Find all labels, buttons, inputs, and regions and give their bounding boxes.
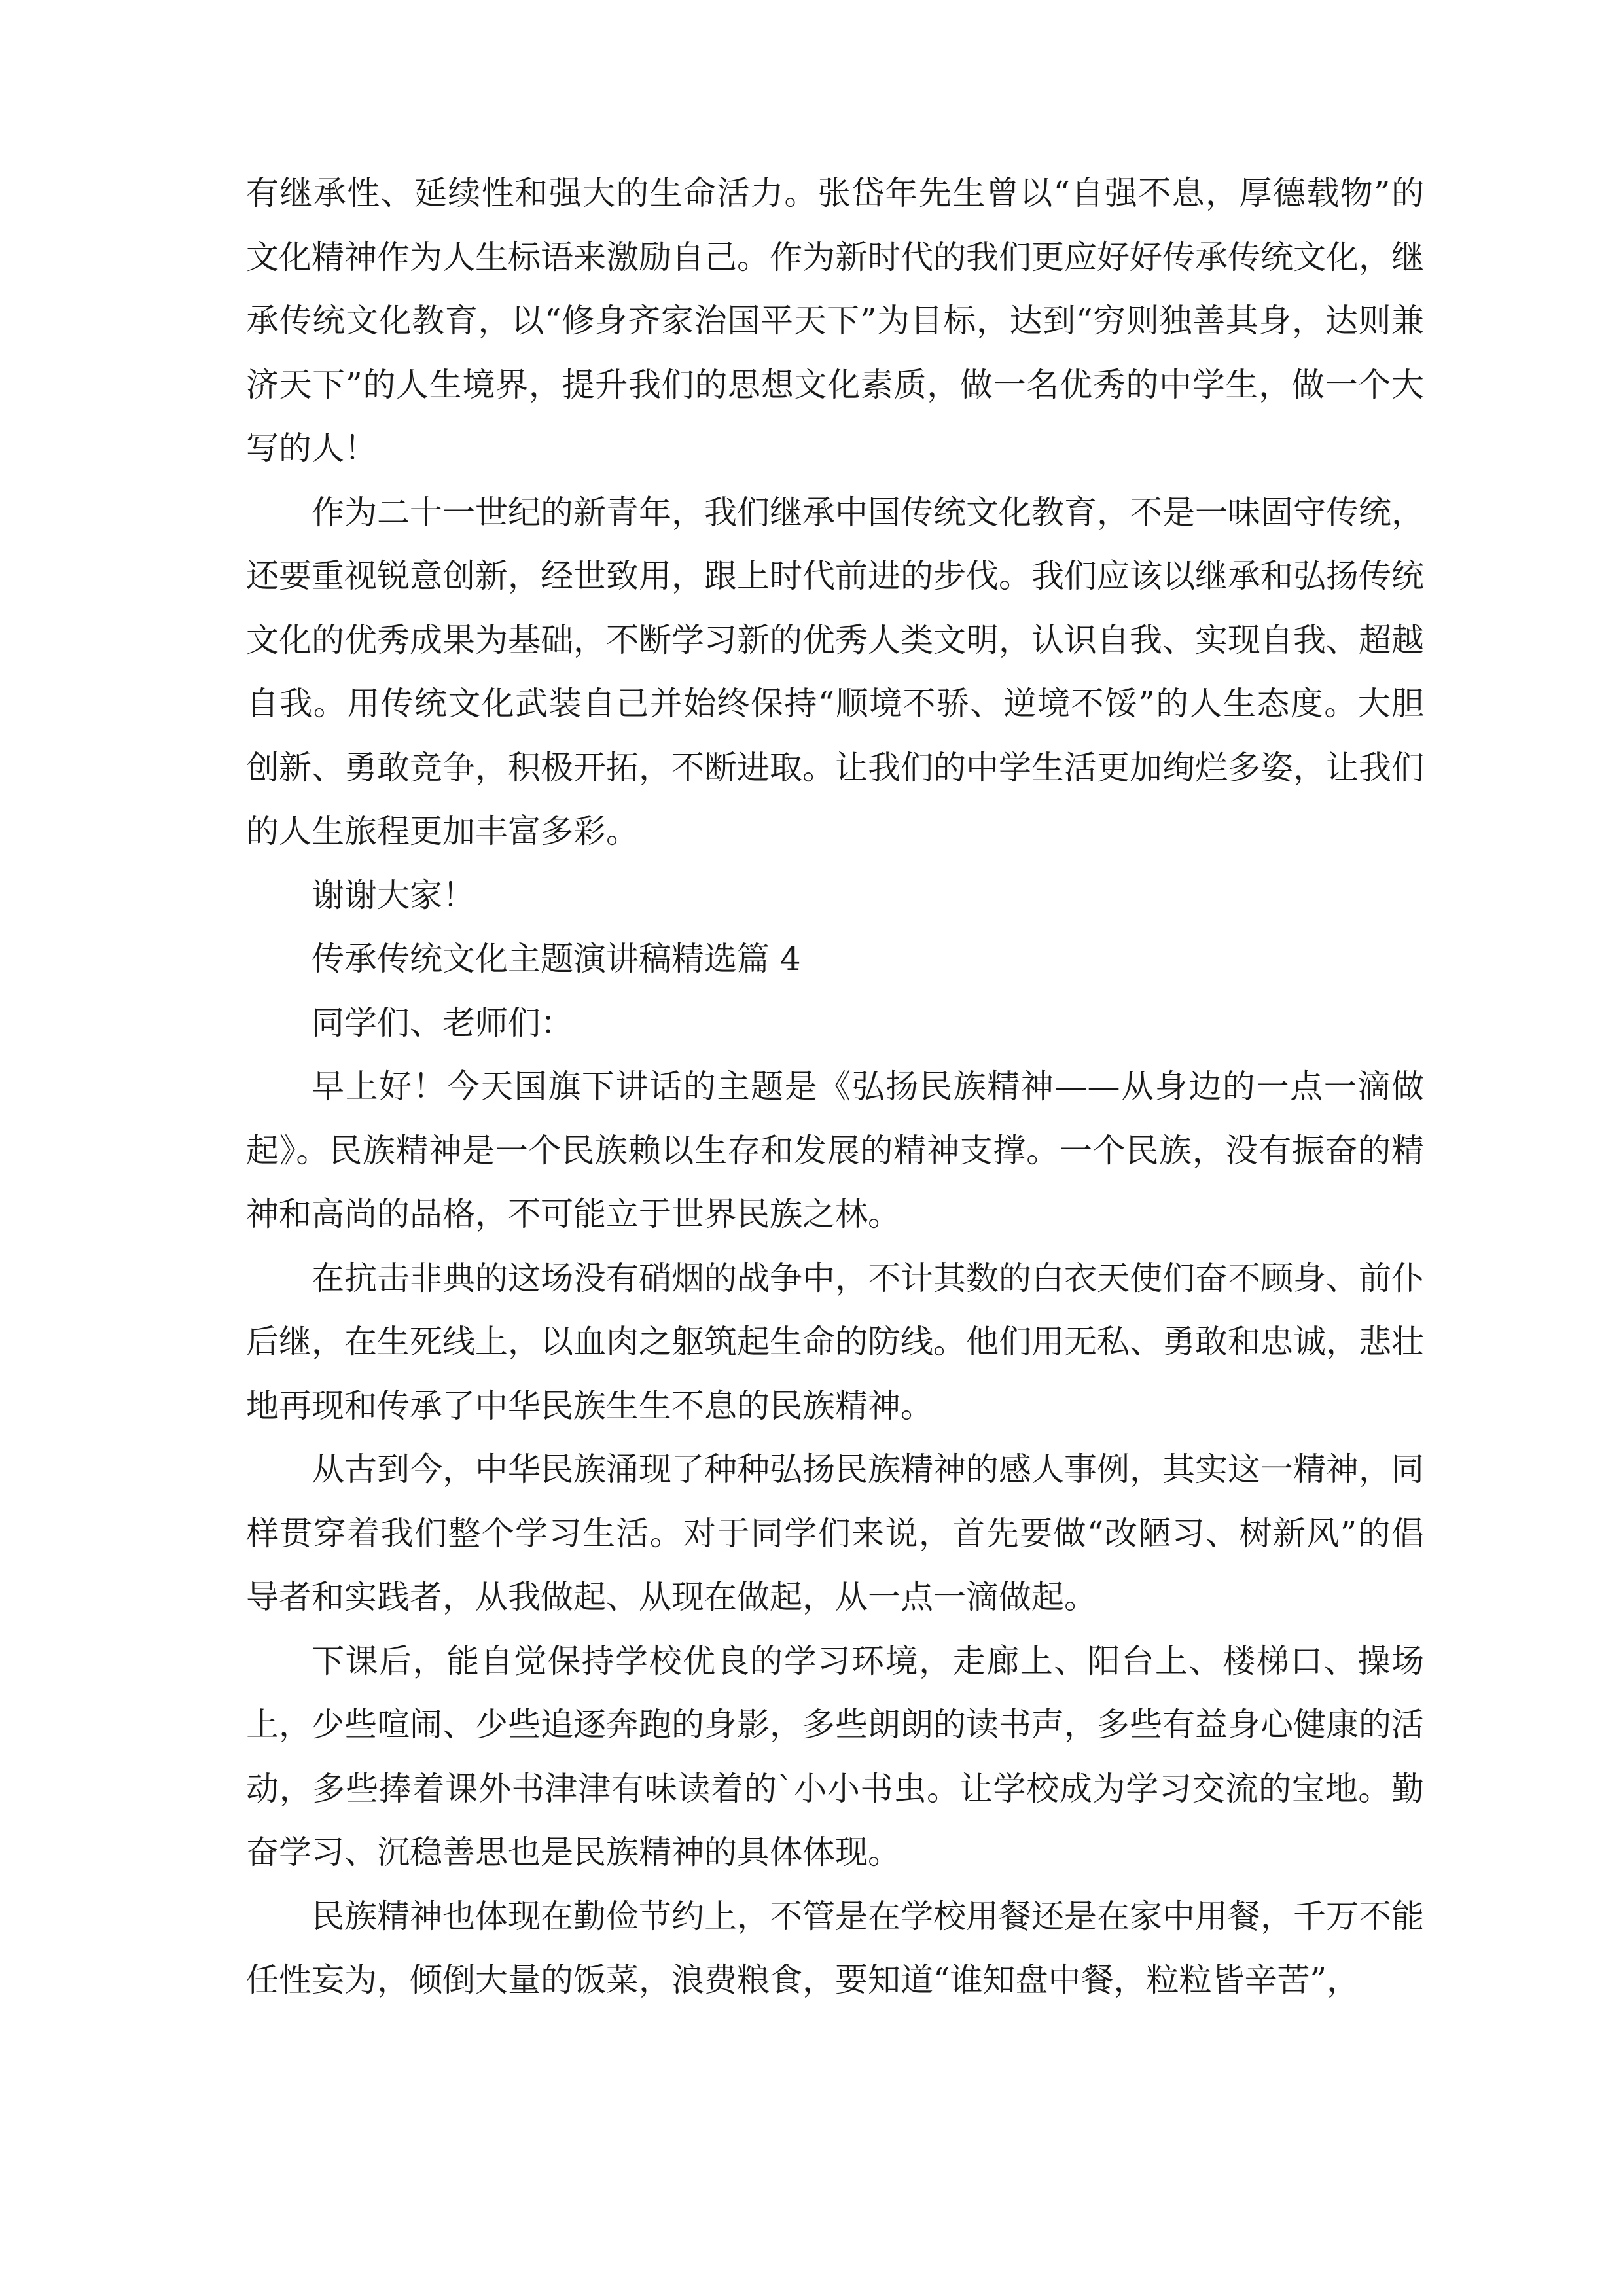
paragraph: 早上好！今天国旗下讲话的主题是《弘扬民族精神——从身边的一点一滴做起》。民族精神是一个民族赖以生存和发展的精神支撑。一个民族，没有振奋的精神和高尚的品格，不可能立于世界民族之林。	[246, 1067, 1424, 1233]
salutation: 同学们、老师们：	[312, 1003, 573, 1042]
paragraph: 作为二十一世纪的新青年，我们继承中国传统文化教育，不是一味固守传统，还要重视锐意创新，经世致用，跟上时代前进的步伐。我们应该以继承和弘扬传统文化的优秀成果为基础，不断学习新的优秀人类文明，认识自我、实现自我、超越自我。用传统文化武装自己并始终保持“顺境不骄、逆境不馁”的人生态度。大胆创新、勇敢竞争，积极开拓，不断进取。让我们的中学生活更加绚烂多姿，让我们的人生旅程更加丰富多彩。	[246, 493, 1424, 850]
paragraph: 下课后，能自觉保持学校优良的学习环境，走廊上、阳台上、楼梯口、操场上，少些喧闹、少些追逐奔跑的身影，多些朗朗的读书声，多些有益身心健康的活动，多些捧着课外书津津有味读着的`小小书虫。让学校成为学习交流的宝地。勤奋学习、沉稳善思也是民族精神的具体体现。	[246, 1641, 1424, 1871]
paragraph: 在抗击非典的这场没有硝烟的战争中，不计其数的白衣天使们奋不顾身、前仆后继，在生死线上，以血肉之躯筑起生命的防线。他们用无私、勇敢和忠诚，悲壮地再现和传承了中华民族生生不息的民族精神。	[246, 1259, 1424, 1425]
paragraph: 从古到今，中华民族涌现了种种弘扬民族精神的感人事例，其实这一精神，同样贯穿着我们整个学习生活。对于同学们来说，首先要做“改陋习、树新风”的倡导者和实践者，从我做起、从现在做起，从一点一滴做起。	[246, 1450, 1424, 1616]
paragraph: 有继承性、延续性和强大的生命活力。张岱年先生曾以“自强不息，厚德载物”的文化精神作为人生标语来激励自己。作为新时代的我们更应好好传承传统文化，继承传统文化教育，以“修身齐家治国平天下”为目标，达到“穷则独善其身，达则兼济天下”的人生境界，提升我们的思想文化素质，做一名优秀的中学生，做一个大写的人！	[246, 174, 1424, 467]
closing-thanks: 谢谢大家！	[312, 876, 475, 914]
paragraph: 民族精神也体现在勤俭节约上，不管是在学校用餐还是在家中用餐，千万不能任性妄为，倾倒大量的饭菜，浪费粮食，要知道“谁知盘中餐，粒粒皆辛苦”，	[246, 1897, 1424, 1999]
section-title: 传承传统文化主题演讲稿精选篇 4	[312, 940, 801, 978]
document-body	[246, 162, 1424, 2013]
